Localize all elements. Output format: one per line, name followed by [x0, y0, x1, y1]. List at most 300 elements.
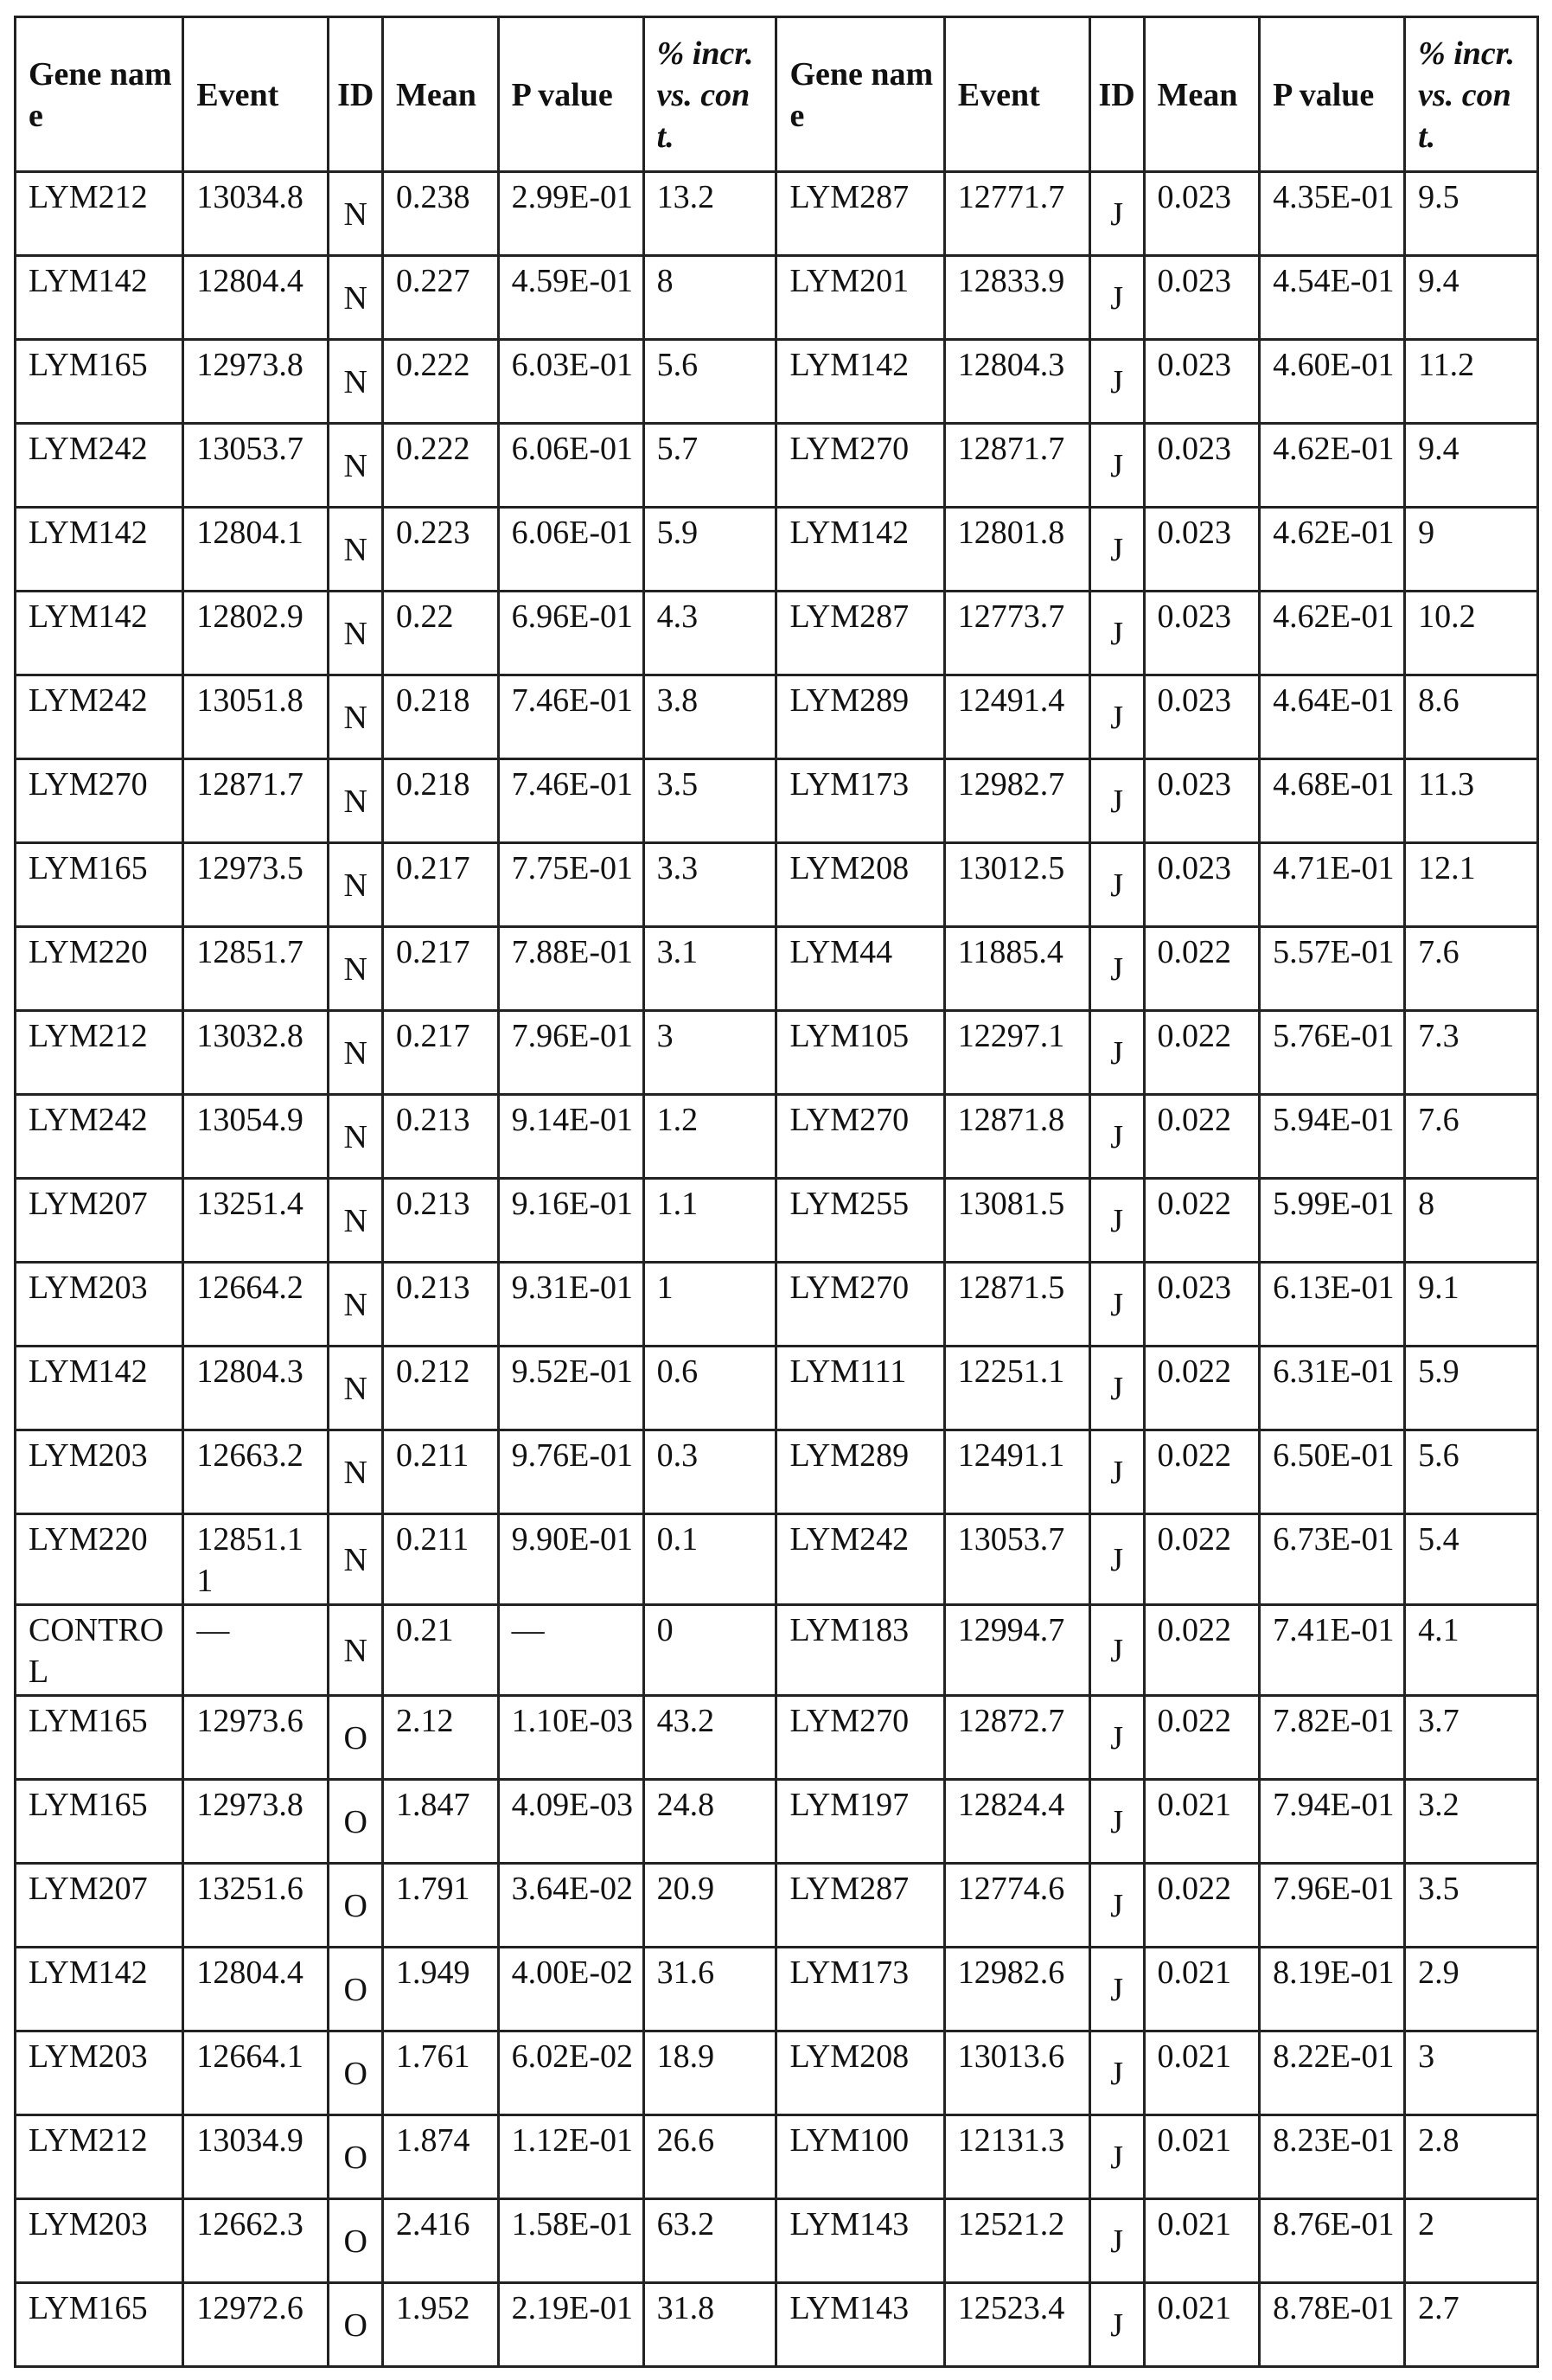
mean-cell: 0.223 — [383, 508, 499, 592]
mean-cell: 0.213 — [383, 1263, 499, 1347]
event-cell: 13053.7 — [183, 424, 329, 508]
table-row — [16, 1263, 1538, 1347]
header-p-value: P value — [1260, 17, 1405, 172]
pct-increase-cell: 2.7 — [1405, 2283, 1538, 2367]
pct-increase-cell: 9.1 — [1405, 1263, 1538, 1347]
id-cell: N — [329, 1605, 383, 1696]
pct-increase-cell: 1.2 — [643, 1095, 776, 1179]
event-cell: 12824.4 — [944, 1780, 1089, 1864]
table-row — [16, 1864, 1538, 1948]
gene-name-cell: LYM203 — [16, 2199, 183, 2283]
mean-cell: 1.952 — [383, 2283, 499, 2367]
p-value-cell: 8.22E-01 — [1260, 2031, 1405, 2115]
header-gene-name: Gene name — [776, 17, 944, 172]
event-cell: 13034.8 — [183, 172, 329, 256]
p-value-cell: — — [498, 1605, 643, 1696]
id-cell: N — [329, 927, 383, 1011]
p-value-cell: 6.02E-02 — [498, 2031, 643, 2115]
pct-increase-cell: 31.6 — [643, 1948, 776, 2031]
pct-increase-cell: 5.9 — [1405, 1347, 1538, 1430]
table-row — [16, 843, 1538, 927]
gene-name-cell: LYM111 — [776, 1347, 944, 1430]
pct-increase-cell: 43.2 — [643, 1696, 776, 1780]
gene-name-cell: LYM208 — [776, 843, 944, 927]
p-value-cell: 6.50E-01 — [1260, 1430, 1405, 1514]
mean-cell: 0.023 — [1144, 172, 1260, 256]
pct-increase-cell: 2.8 — [1405, 2115, 1538, 2199]
pct-increase-cell: 2.9 — [1405, 1948, 1538, 2031]
event-cell: 12804.1 — [183, 508, 329, 592]
event-cell: 13051.8 — [183, 675, 329, 759]
id-cell: J — [1089, 759, 1144, 843]
p-value-cell: 6.06E-01 — [498, 508, 643, 592]
event-cell: 13251.4 — [183, 1179, 329, 1263]
gene-name-cell: LYM183 — [776, 1605, 944, 1696]
event-cell: 12871.7 — [944, 424, 1089, 508]
mean-cell: 0.023 — [1144, 1263, 1260, 1347]
pct-increase-cell: 3.2 — [1405, 1780, 1538, 1864]
mean-cell: 0.023 — [1144, 508, 1260, 592]
pct-increase-cell: 3.5 — [643, 759, 776, 843]
id-cell: J — [1089, 1011, 1144, 1095]
event-cell: 12491.4 — [944, 675, 1089, 759]
p-value-cell: 1.10E-03 — [498, 1696, 643, 1780]
table-row — [16, 675, 1538, 759]
p-value-cell: 4.54E-01 — [1260, 256, 1405, 340]
table-row — [16, 172, 1538, 256]
mean-cell: 0.023 — [1144, 759, 1260, 843]
mean-cell: 0.022 — [1144, 927, 1260, 1011]
pct-increase-cell: 4.1 — [1405, 1605, 1538, 1696]
pct-increase-cell: 3.1 — [643, 927, 776, 1011]
id-cell: N — [329, 1347, 383, 1430]
event-cell: 13054.9 — [183, 1095, 329, 1179]
pct-increase-cell: 3 — [643, 1011, 776, 1095]
event-cell: 12771.7 — [944, 172, 1089, 256]
header-event: Event — [944, 17, 1089, 172]
p-value-cell: 7.82E-01 — [1260, 1696, 1405, 1780]
pct-increase-cell: 24.8 — [643, 1780, 776, 1864]
event-cell: 12802.9 — [183, 592, 329, 675]
header-row — [16, 17, 1538, 172]
gene-name-cell: LYM242 — [16, 675, 183, 759]
p-value-cell: 5.99E-01 — [1260, 1179, 1405, 1263]
table-row — [16, 1948, 1538, 2031]
id-cell: N — [329, 1095, 383, 1179]
event-cell: 12871.8 — [944, 1095, 1089, 1179]
mean-cell: 0.213 — [383, 1179, 499, 1263]
gene-name-cell: LYM44 — [776, 927, 944, 1011]
id-cell: J — [1089, 424, 1144, 508]
mean-cell: 0.021 — [1144, 1780, 1260, 1864]
event-cell: 12804.3 — [183, 1347, 329, 1430]
gene-name-cell: LYM142 — [16, 508, 183, 592]
gene-name-cell: LYM289 — [776, 675, 944, 759]
p-value-cell: 2.99E-01 — [498, 172, 643, 256]
pct-increase-cell: 31.8 — [643, 2283, 776, 2367]
id-cell: O — [329, 1696, 383, 1780]
mean-cell: 0.022 — [1144, 1514, 1260, 1605]
event-cell: — — [183, 1605, 329, 1696]
p-value-cell: 6.73E-01 — [1260, 1514, 1405, 1605]
pct-increase-cell: 12.1 — [1405, 843, 1538, 927]
table-row — [16, 1179, 1538, 1263]
mean-cell: 0.222 — [383, 424, 499, 508]
gene-name-cell: LYM173 — [776, 1948, 944, 2031]
id-cell: J — [1089, 1095, 1144, 1179]
table-row — [16, 340, 1538, 424]
p-value-cell: 7.96E-01 — [1260, 1864, 1405, 1948]
pct-increase-cell: 20.9 — [643, 1864, 776, 1948]
header-id: ID — [1089, 17, 1144, 172]
p-value-cell: 6.06E-01 — [498, 424, 643, 508]
p-value-cell: 4.62E-01 — [1260, 424, 1405, 508]
gene-name-cell: LYM287 — [776, 592, 944, 675]
id-cell: O — [329, 2199, 383, 2283]
gene-name-cell: LYM165 — [16, 843, 183, 927]
mean-cell: 0.21 — [383, 1605, 499, 1696]
pct-increase-cell: 0 — [643, 1605, 776, 1696]
id-cell: J — [1089, 592, 1144, 675]
event-cell: 12523.4 — [944, 2283, 1089, 2367]
gene-name-cell: LYM165 — [16, 2283, 183, 2367]
pct-increase-cell: 5.6 — [1405, 1430, 1538, 1514]
pct-increase-cell: 8 — [643, 256, 776, 340]
p-value-cell: 9.16E-01 — [498, 1179, 643, 1263]
pct-increase-cell: 1 — [643, 1263, 776, 1347]
mean-cell: 0.021 — [1144, 2199, 1260, 2283]
table-row — [16, 508, 1538, 592]
event-cell: 12804.4 — [183, 256, 329, 340]
pct-increase-cell: 5.9 — [643, 508, 776, 592]
event-cell: 12297.1 — [944, 1011, 1089, 1095]
mean-cell: 0.023 — [1144, 340, 1260, 424]
p-value-cell: 7.75E-01 — [498, 843, 643, 927]
mean-cell: 0.022 — [1144, 1179, 1260, 1263]
id-cell: J — [1089, 1179, 1144, 1263]
pct-increase-cell: 5.7 — [643, 424, 776, 508]
results-table — [14, 16, 1539, 2368]
id-cell: N — [329, 256, 383, 340]
gene-name-cell: LYM270 — [776, 424, 944, 508]
id-cell: O — [329, 1864, 383, 1948]
pct-increase-cell: 8 — [1405, 1179, 1538, 1263]
mean-cell: 0.211 — [383, 1430, 499, 1514]
p-value-cell: 7.46E-01 — [498, 759, 643, 843]
mean-cell: 0.217 — [383, 927, 499, 1011]
id-cell: J — [1089, 2031, 1144, 2115]
p-value-cell: 9.52E-01 — [498, 1347, 643, 1430]
id-cell: J — [1089, 172, 1144, 256]
p-value-cell: 8.78E-01 — [1260, 2283, 1405, 2367]
gene-name-cell: LYM242 — [776, 1514, 944, 1605]
pct-increase-cell: 18.9 — [643, 2031, 776, 2115]
event-cell: 12664.2 — [183, 1263, 329, 1347]
p-value-cell: 9.31E-01 — [498, 1263, 643, 1347]
id-cell: J — [1089, 340, 1144, 424]
table-row — [16, 1430, 1538, 1514]
mean-cell: 0.218 — [383, 759, 499, 843]
p-value-cell: 4.35E-01 — [1260, 172, 1405, 256]
p-value-cell: 4.68E-01 — [1260, 759, 1405, 843]
p-value-cell: 7.46E-01 — [498, 675, 643, 759]
p-value-cell: 1.58E-01 — [498, 2199, 643, 2283]
p-value-cell: 8.76E-01 — [1260, 2199, 1405, 2283]
p-value-cell: 9.76E-01 — [498, 1430, 643, 1514]
p-value-cell: 2.19E-01 — [498, 2283, 643, 2367]
mean-cell: 0.023 — [1144, 424, 1260, 508]
event-cell: 13053.7 — [944, 1514, 1089, 1605]
gene-name-cell: LYM165 — [16, 340, 183, 424]
gene-name-cell: LYM255 — [776, 1179, 944, 1263]
id-cell: J — [1089, 675, 1144, 759]
id-cell: N — [329, 340, 383, 424]
p-value-cell: 7.94E-01 — [1260, 1780, 1405, 1864]
p-value-cell: 6.31E-01 — [1260, 1347, 1405, 1430]
event-cell: 12872.7 — [944, 1696, 1089, 1780]
table-row — [16, 2199, 1538, 2283]
event-cell: 12773.7 — [944, 592, 1089, 675]
pct-increase-cell: 11.2 — [1405, 340, 1538, 424]
pct-increase-cell: 7.6 — [1405, 927, 1538, 1011]
table-row — [16, 1347, 1538, 1430]
id-cell: O — [329, 2031, 383, 2115]
gene-name-cell: LYM208 — [776, 2031, 944, 2115]
mean-cell: 0.22 — [383, 592, 499, 675]
table-row — [16, 2031, 1538, 2115]
gene-name-cell: LYM142 — [16, 256, 183, 340]
p-value-cell: 4.62E-01 — [1260, 592, 1405, 675]
id-cell: N — [329, 592, 383, 675]
p-value-cell: 3.64E-02 — [498, 1864, 643, 1948]
event-cell: 12662.3 — [183, 2199, 329, 2283]
gene-name-cell: LYM201 — [776, 256, 944, 340]
event-cell: 12801.8 — [944, 508, 1089, 592]
p-value-cell: 8.23E-01 — [1260, 2115, 1405, 2199]
p-value-cell: 4.60E-01 — [1260, 340, 1405, 424]
mean-cell: 0.022 — [1144, 1011, 1260, 1095]
p-value-cell: 4.59E-01 — [498, 256, 643, 340]
gene-name-cell: LYM142 — [776, 340, 944, 424]
event-cell: 12851.7 — [183, 927, 329, 1011]
id-cell: N — [329, 1263, 383, 1347]
gene-name-cell: LYM270 — [776, 1696, 944, 1780]
event-cell: 12851.11 — [183, 1514, 329, 1605]
table-row — [16, 1514, 1538, 1605]
header-pct-increase: % incr. vs. cont. — [1405, 17, 1538, 172]
event-cell: 12871.7 — [183, 759, 329, 843]
id-cell: O — [329, 2115, 383, 2199]
gene-name-cell: CONTROL — [16, 1605, 183, 1696]
event-cell: 13013.6 — [944, 2031, 1089, 2115]
id-cell: J — [1089, 256, 1144, 340]
p-value-cell: 4.09E-03 — [498, 1780, 643, 1864]
event-cell: 12973.8 — [183, 1780, 329, 1864]
header-mean: Mean — [1144, 17, 1260, 172]
mean-cell: 0.022 — [1144, 1430, 1260, 1514]
id-cell: O — [329, 1780, 383, 1864]
mean-cell: 1.761 — [383, 2031, 499, 2115]
p-value-cell: 5.76E-01 — [1260, 1011, 1405, 1095]
p-value-cell: 4.64E-01 — [1260, 675, 1405, 759]
id-cell: O — [329, 1948, 383, 2031]
gene-name-cell: LYM173 — [776, 759, 944, 843]
pct-increase-cell: 2 — [1405, 2199, 1538, 2283]
table-row — [16, 1095, 1538, 1179]
id-cell: J — [1089, 927, 1144, 1011]
p-value-cell: 5.57E-01 — [1260, 927, 1405, 1011]
table-row — [16, 2115, 1538, 2199]
table-row — [16, 592, 1538, 675]
gene-name-cell: LYM142 — [16, 592, 183, 675]
gene-name-cell: LYM165 — [16, 1780, 183, 1864]
gene-name-cell: LYM143 — [776, 2199, 944, 2283]
event-cell: 12663.2 — [183, 1430, 329, 1514]
id-cell: N — [329, 1514, 383, 1605]
pct-increase-cell: 9 — [1405, 508, 1538, 592]
event-cell: 12774.6 — [944, 1864, 1089, 1948]
p-value-cell: 4.62E-01 — [1260, 508, 1405, 592]
mean-cell: 0.211 — [383, 1514, 499, 1605]
id-cell: N — [329, 172, 383, 256]
mean-cell: 1.847 — [383, 1780, 499, 1864]
event-cell: 13034.9 — [183, 2115, 329, 2199]
id-cell: N — [329, 508, 383, 592]
event-cell: 13081.5 — [944, 1179, 1089, 1263]
header-id: ID — [329, 17, 383, 172]
gene-name-cell: LYM143 — [776, 2283, 944, 2367]
gene-name-cell: LYM242 — [16, 424, 183, 508]
table-row — [16, 424, 1538, 508]
gene-name-cell: LYM105 — [776, 1011, 944, 1095]
id-cell: J — [1089, 1780, 1144, 1864]
gene-name-cell: LYM212 — [16, 2115, 183, 2199]
gene-name-cell: LYM270 — [776, 1263, 944, 1347]
table-row — [16, 759, 1538, 843]
gene-name-cell: LYM212 — [16, 1011, 183, 1095]
event-cell: 12972.6 — [183, 2283, 329, 2367]
pct-increase-cell: 0.6 — [643, 1347, 776, 1430]
id-cell: J — [1089, 1430, 1144, 1514]
mean-cell: 0.217 — [383, 1011, 499, 1095]
id-cell: J — [1089, 1263, 1144, 1347]
table-row — [16, 1011, 1538, 1095]
event-cell: 13012.5 — [944, 843, 1089, 927]
id-cell: J — [1089, 1696, 1144, 1780]
p-value-cell: 8.19E-01 — [1260, 1948, 1405, 2031]
pct-increase-cell: 3.8 — [643, 675, 776, 759]
pct-increase-cell: 13.2 — [643, 172, 776, 256]
gene-name-cell: LYM203 — [16, 2031, 183, 2115]
pct-increase-cell: 9.4 — [1405, 256, 1538, 340]
pct-increase-cell: 3.5 — [1405, 1864, 1538, 1948]
event-cell: 12131.3 — [944, 2115, 1089, 2199]
gene-name-cell: LYM203 — [16, 1263, 183, 1347]
header-gene-name: Gene name — [16, 17, 183, 172]
pct-increase-cell: 63.2 — [643, 2199, 776, 2283]
event-cell: 12833.9 — [944, 256, 1089, 340]
mean-cell: 1.874 — [383, 2115, 499, 2199]
pct-increase-cell: 3 — [1405, 2031, 1538, 2115]
gene-name-cell: LYM287 — [776, 172, 944, 256]
header-mean: Mean — [383, 17, 499, 172]
mean-cell: 1.949 — [383, 1948, 499, 2031]
event-cell: 12973.6 — [183, 1696, 329, 1780]
mean-cell: 0.021 — [1144, 1948, 1260, 2031]
table-row — [16, 1605, 1538, 1696]
pct-increase-cell: 3.7 — [1405, 1696, 1538, 1780]
mean-cell: 0.023 — [1144, 256, 1260, 340]
mean-cell: 0.222 — [383, 340, 499, 424]
id-cell: J — [1089, 1864, 1144, 1948]
pct-increase-cell: 3.3 — [643, 843, 776, 927]
gene-name-cell: LYM212 — [16, 172, 183, 256]
event-cell: 12521.2 — [944, 2199, 1089, 2283]
gene-name-cell: LYM207 — [16, 1864, 183, 1948]
gene-name-cell: LYM165 — [16, 1696, 183, 1780]
p-value-cell: 6.96E-01 — [498, 592, 643, 675]
p-value-cell: 9.90E-01 — [498, 1514, 643, 1605]
gene-name-cell: LYM270 — [776, 1095, 944, 1179]
event-cell: 12871.5 — [944, 1263, 1089, 1347]
pct-increase-cell: 5.6 — [643, 340, 776, 424]
gene-name-cell: LYM270 — [16, 759, 183, 843]
id-cell: J — [1089, 1514, 1144, 1605]
pct-increase-cell: 9.4 — [1405, 424, 1538, 508]
pct-increase-cell: 26.6 — [643, 2115, 776, 2199]
mean-cell: 0.023 — [1144, 843, 1260, 927]
event-cell: 12982.6 — [944, 1948, 1089, 2031]
mean-cell: 0.022 — [1144, 1696, 1260, 1780]
event-cell: 12664.1 — [183, 2031, 329, 2115]
mean-cell: 0.212 — [383, 1347, 499, 1430]
mean-cell: 0.021 — [1144, 2031, 1260, 2115]
gene-name-cell: LYM203 — [16, 1430, 183, 1514]
header-p-value: P value — [498, 17, 643, 172]
id-cell: J — [1089, 2115, 1144, 2199]
event-cell: 11885.4 — [944, 927, 1089, 1011]
event-cell: 13032.8 — [183, 1011, 329, 1095]
p-value-cell: 1.12E-01 — [498, 2115, 643, 2199]
gene-name-cell: LYM287 — [776, 1864, 944, 1948]
mean-cell: 0.217 — [383, 843, 499, 927]
pct-increase-cell: 7.6 — [1405, 1095, 1538, 1179]
event-cell: 12491.1 — [944, 1430, 1089, 1514]
gene-name-cell: LYM142 — [16, 1948, 183, 2031]
pct-increase-cell: 1.1 — [643, 1179, 776, 1263]
table-row — [16, 1696, 1538, 1780]
event-cell: 13251.6 — [183, 1864, 329, 1948]
p-value-cell: 6.03E-01 — [498, 340, 643, 424]
id-cell: J — [1089, 2283, 1144, 2367]
event-cell: 12994.7 — [944, 1605, 1089, 1696]
mean-cell: 0.227 — [383, 256, 499, 340]
id-cell: O — [329, 2283, 383, 2367]
mean-cell: 2.12 — [383, 1696, 499, 1780]
id-cell: N — [329, 1430, 383, 1514]
mean-cell: 0.023 — [1144, 592, 1260, 675]
mean-cell: 0.022 — [1144, 1864, 1260, 1948]
mean-cell: 0.023 — [1144, 675, 1260, 759]
p-value-cell: 4.00E-02 — [498, 1948, 643, 2031]
id-cell: N — [329, 424, 383, 508]
gene-name-cell: LYM100 — [776, 2115, 944, 2199]
gene-name-cell: LYM197 — [776, 1780, 944, 1864]
pct-increase-cell: 0.3 — [643, 1430, 776, 1514]
pct-increase-cell: 0.1 — [643, 1514, 776, 1605]
p-value-cell: 5.94E-01 — [1260, 1095, 1405, 1179]
event-cell: 12251.1 — [944, 1347, 1089, 1430]
